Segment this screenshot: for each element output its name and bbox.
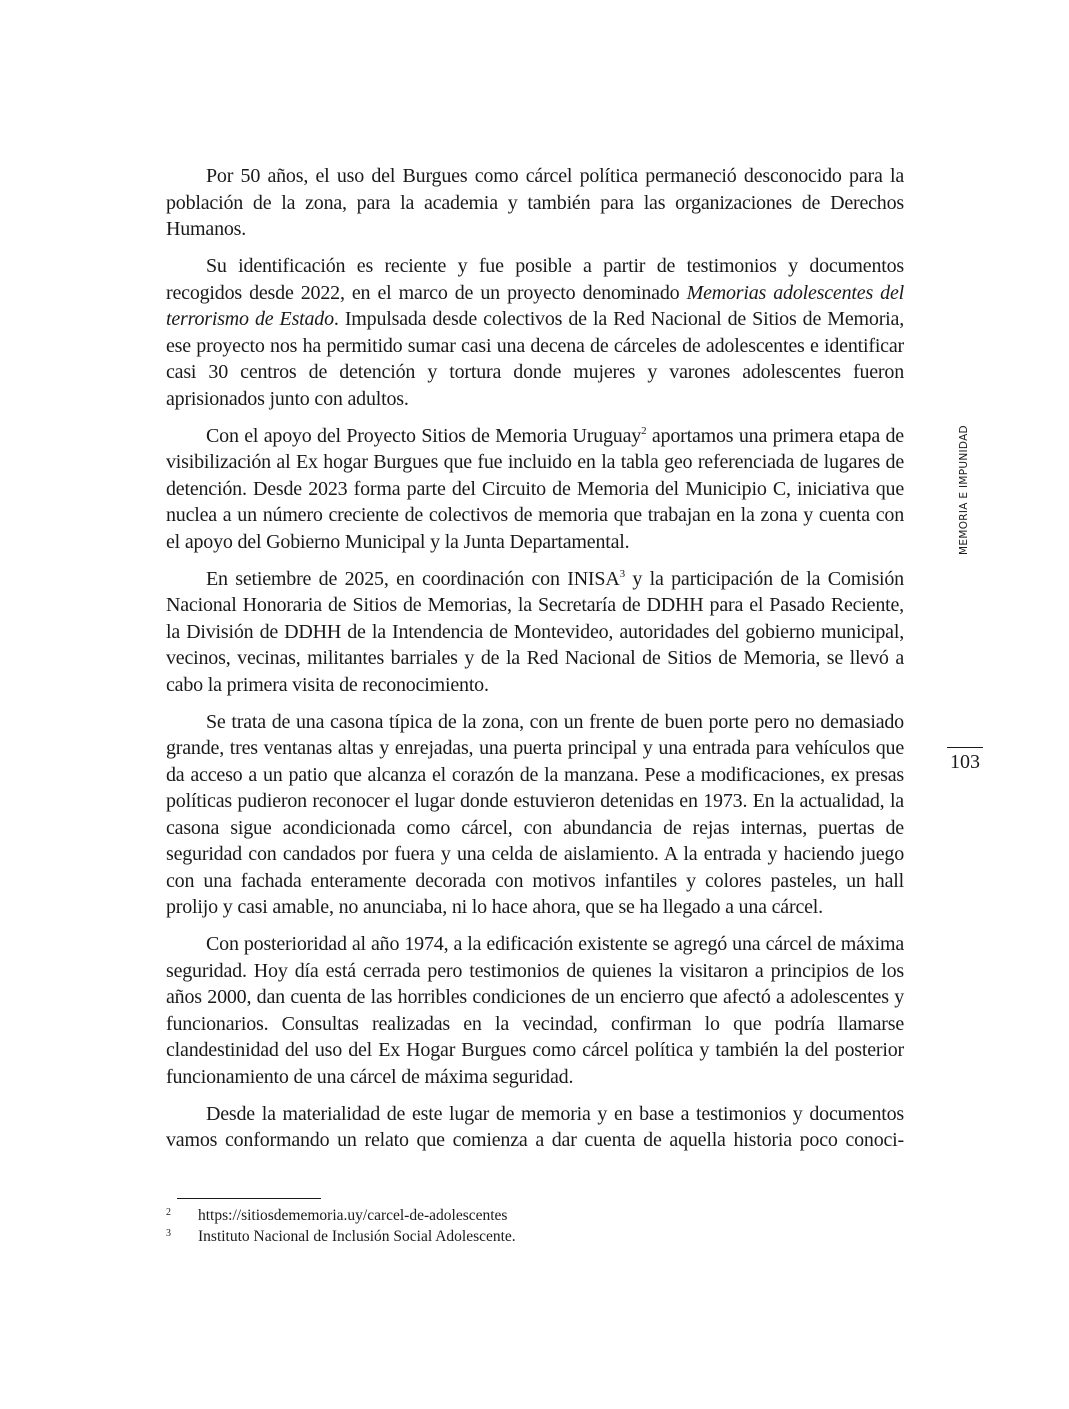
paragraph-4 bbox=[166, 566, 904, 699]
paragraph-text: Por 50 años, el uso del Burgues como cárcel política permaneció desconocido para la población de la zona, para la academia y también para las organizaciones de Derechos Humanos. bbox=[166, 165, 904, 240]
footnote-reference-2[interactable]: 2 bbox=[641, 424, 647, 437]
paragraph-6 bbox=[166, 931, 904, 1090]
project-title-italic: Memorias adolescentes del terrorismo de Estado bbox=[166, 281, 904, 330]
paragraph-text: Desde la materialidad de este lugar de memoria y en base a testimonios y documentos vamos conformando un relato que comienza a dar cuenta de aquella historia poco conoci- bbox=[166, 1102, 904, 1151]
footnotes bbox=[166, 1205, 904, 1247]
paragraph-text: Se trata de una casona típica de la zona, con un frente de buen porte pero no demasiado grande, tres ventanas altas y enrejadas, una puerta principal y una entrada para vehículos que da acceso a un patio que alcanza el corazón de la manzana. Pese a modificaciones, ex presas políticas pudieron reconocer el lugar donde estuvieron detenidas en 1973. En la actualidad, la casona sigue acondicionada como cárcel, con abundancia de rejas internas, puertas de seguridad con candados por fuera y una celda de aislamiento. A la entrada y haciendo juego con una fachada enteramente decorada con motivos infantiles y colores pasteles, un hall prolijo y casi amable, no anunciaba, ni lo hace ahora, que se ha llegado a una cárcel. bbox=[166, 710, 904, 918]
footnote-number: 3 bbox=[166, 1228, 171, 1239]
footnote-text: Instituto Nacional de Inclusión Social Adolescente. bbox=[198, 1228, 516, 1245]
paragraph-text: Con el apoyo del Proyecto Sitios de Memoria Uruguay bbox=[206, 424, 642, 447]
running-head: MEMORIA E IMPUNIDAD bbox=[958, 425, 970, 555]
paragraph-5 bbox=[166, 709, 904, 921]
footnote-number: 2 bbox=[166, 1207, 171, 1218]
footnote-link[interactable]: https://sitiosdememoria.uy/carcel-de-adolescentes bbox=[198, 1207, 508, 1224]
footnote-3 bbox=[166, 1226, 904, 1247]
paragraph-2 bbox=[166, 253, 904, 412]
paragraph-text: Con posterioridad al año 1974, a la edificación existente se agregó una cárcel de máxima seguridad. Hoy día está cerrada pero testimonios de quienes la visitaron a principios de los años 2000, dan cuenta de las horribles condiciones de un encierro que afectó a adolescentes y funcionarios. Consultas realizadas en la vecindad, confirman lo que podría llamarse clandestinidad del uso del Ex Hogar Burgues como cárcel política y también la del posterior funcionamiento de una cárcel de máxima seguridad. bbox=[166, 933, 904, 1088]
paragraph-text: y la participación de la Comisión Nacional Honoraria de Sitios de Memorias, la Secretaría de DDHH para el Pasado Reciente, la División de DDHH de la Intendencia de Montevideo, autoridades del gobierno municipal, vecinos, vecinas, militantes barriales y de la Red Nacional de Sitios de Memoria, se llevó a cabo la primera visita de reconocimiento. bbox=[166, 567, 904, 696]
body-text bbox=[166, 163, 904, 1164]
page-number-rule bbox=[947, 747, 983, 748]
paragraph-3 bbox=[166, 423, 904, 556]
paragraph-text: aportamos una primera etapa de visibilización al Ex hogar Burgues que fue incluido en la tabla geo referenciada de lugares de detención. Desde 2023 forma parte del Circuito de Memoria del Municipio C, iniciativa que nuclea a un número creciente de colectivos de memoria que trabajan en la zona y cuenta con el apoyo del Gobierno Municipal y la Junta Departamental. bbox=[166, 424, 904, 553]
paragraph-1 bbox=[166, 163, 904, 243]
page-number: 103 bbox=[950, 751, 980, 773]
footnote-separator bbox=[177, 1198, 321, 1199]
paragraph-7 bbox=[166, 1101, 904, 1154]
paragraph-text: . Impulsada desde colectivos de la Red Nacional de Sitios de Memoria, ese proyecto nos ha permitido sumar casi una decena de cárceles de adolescentes e identificar casi 30 centros de detención y tortura donde mujeres y varones adolescentes fueron aprisionados junto con adultos. bbox=[166, 308, 904, 410]
footnote-2 bbox=[166, 1205, 904, 1226]
paragraph-text: En setiembre de 2025, en coordinación con INISA bbox=[206, 567, 620, 590]
footnote-reference-3[interactable]: 3 bbox=[619, 567, 625, 580]
paragraph-text: Su identificación es reciente y fue posible a partir de testimonios y documentos recogidos desde 2022, en el marco de un proyecto denominado bbox=[166, 255, 904, 304]
